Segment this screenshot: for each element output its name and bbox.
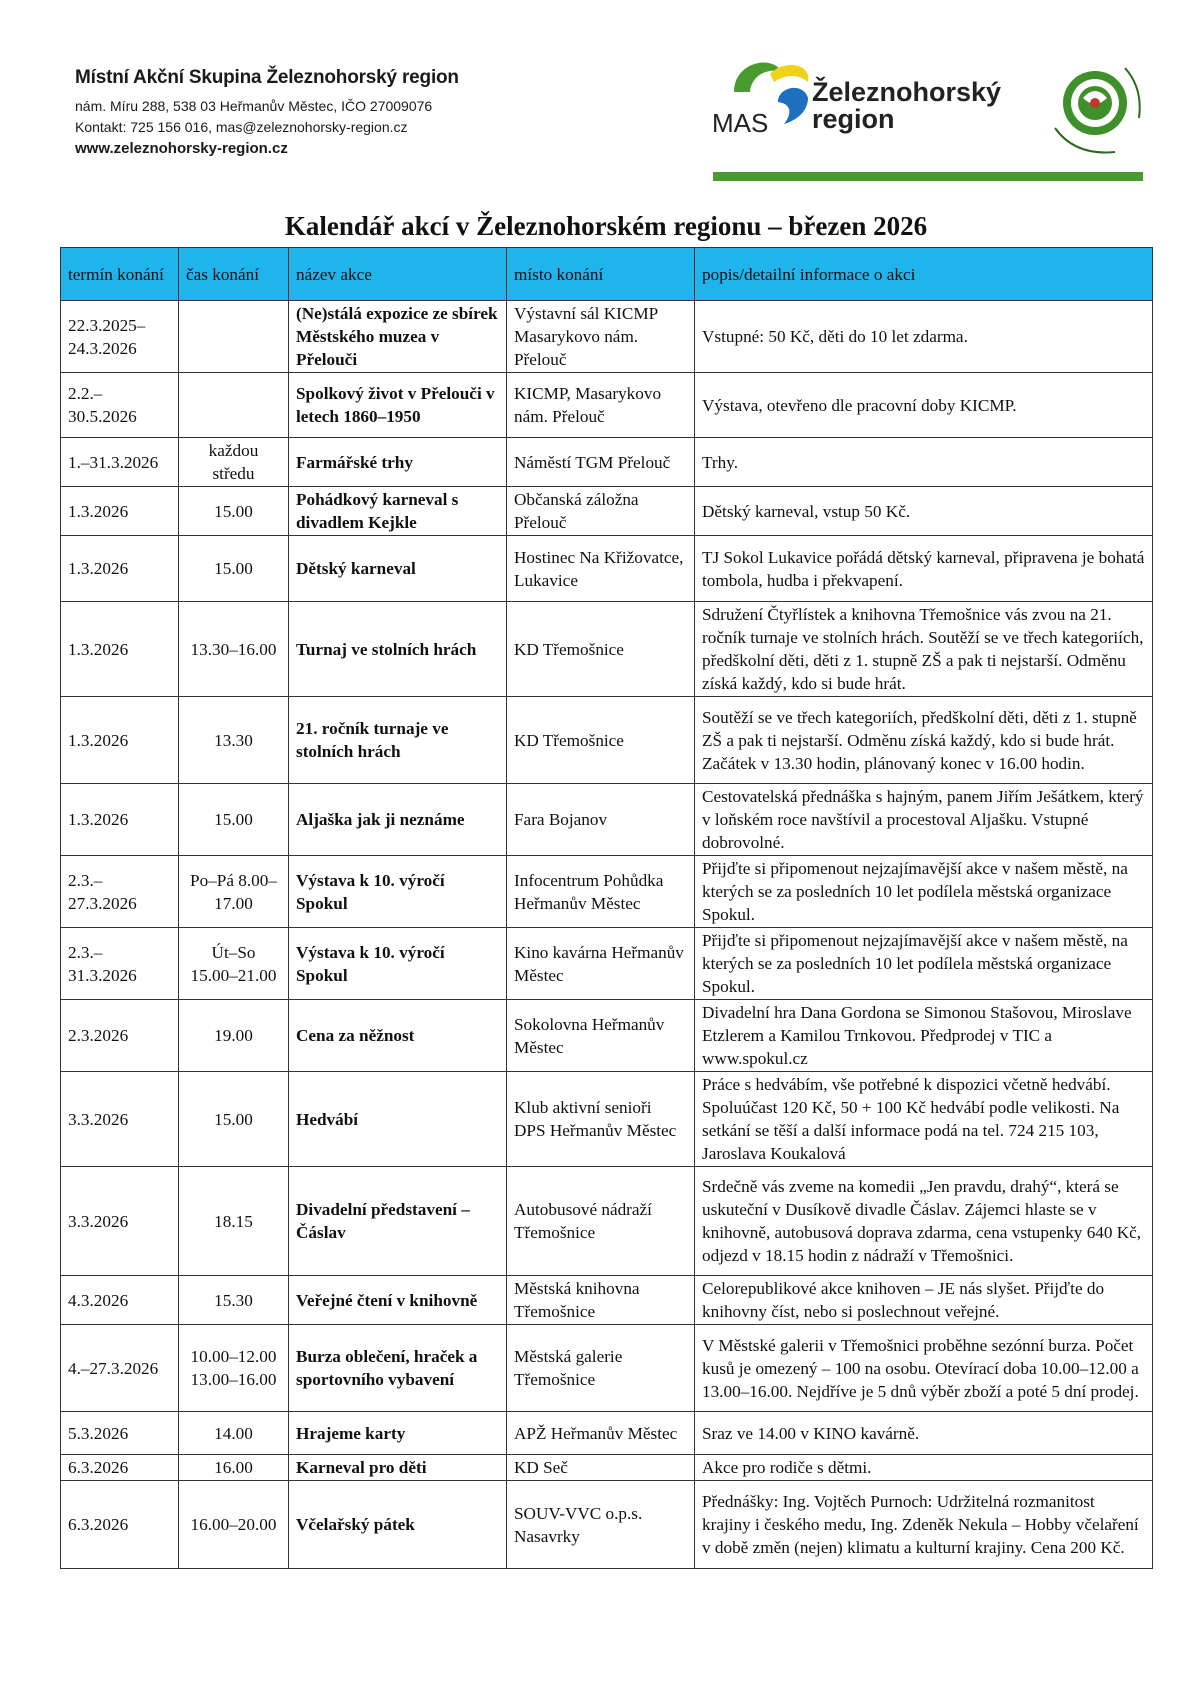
- column-header-description: popis/detailní informace o akci: [695, 248, 1153, 301]
- event-description: Srdečně vás zveme na komedii „Jen pravdu, drahý“, která se uskuteční v Dusíkově divadle Čáslav. Zájemci hlaste se v knihovně, autobusová doprava zdarma, cena vstupenky 640 Kč, odjezd v 18.15 hodin z nádraží v Třemošnici.: [695, 1167, 1153, 1276]
- event-date: 1.3.2026: [61, 784, 179, 856]
- event-date: 1.–31.3.2026: [61, 438, 179, 487]
- table-body: [61, 301, 1153, 1569]
- table-row: [61, 1276, 1153, 1325]
- event-place: KD Seč: [507, 1455, 695, 1481]
- event-name: Farmářské trhy: [289, 438, 507, 487]
- event-date: 1.3.2026: [61, 602, 179, 697]
- event-name: Dětský karneval: [289, 536, 507, 602]
- event-place: Městská knihovna Třemošnice: [507, 1276, 695, 1325]
- event-date: 3.3.2026: [61, 1072, 179, 1167]
- table-row: [61, 438, 1153, 487]
- event-place: Městská galerie Třemošnice: [507, 1325, 695, 1412]
- table-row: [61, 487, 1153, 536]
- event-name: Aljaška jak ji neznáme: [289, 784, 507, 856]
- event-date: 1.3.2026: [61, 697, 179, 784]
- event-description: Akce pro rodiče s dětmi.: [695, 1455, 1153, 1481]
- event-time: 15.00: [179, 536, 289, 602]
- event-time: 18.15: [179, 1167, 289, 1276]
- event-time: 13.30–16.00: [179, 602, 289, 697]
- event-date: 5.3.2026: [61, 1412, 179, 1455]
- table-header-row: [61, 248, 1153, 301]
- table-row: [61, 1167, 1153, 1276]
- logo-region-word1: Železnohorský: [812, 77, 1002, 107]
- table-row: [61, 373, 1153, 438]
- table-row: [61, 1481, 1153, 1569]
- event-name: Pohádkový karneval s divadlem Kejkle: [289, 487, 507, 536]
- table-row: [61, 1412, 1153, 1455]
- zelezne-hory-seal-logo: [1035, 48, 1155, 163]
- org-address: nám. Míru 288, 538 03 Heřmanův Městec, IČO 27009076: [75, 98, 433, 114]
- event-name: 21. ročník turnaje ve stolních hrách: [289, 697, 507, 784]
- table-row: [61, 784, 1153, 856]
- event-description: Soutěží se ve třech kategoriích, předškolní děti, děti z 1. stupně ZŠ a pak ti nejstarší. Odměnu získá každý, kdo si bude hrát. Začátek v 13.30 hodin, plánovaný konec v 16.00 hodin.: [695, 697, 1153, 784]
- event-name: Veřejné čtení v knihovně: [289, 1276, 507, 1325]
- event-place: Občanská záložna Přelouč: [507, 487, 695, 536]
- event-description: Cestovatelská přednáška s hajným, panem Jiřím Ješátkem, který v loňském roce navštívil a procestoval Aljašku. Vstupné dobrovolné.: [695, 784, 1153, 856]
- table-row: [61, 928, 1153, 1000]
- event-time: 16.00–20.00: [179, 1481, 289, 1569]
- table-row: [61, 1455, 1153, 1481]
- event-place: Kino kavárna Heřmanův Městec: [507, 928, 695, 1000]
- event-name: Karneval pro děti: [289, 1455, 507, 1481]
- event-place: KD Třemošnice: [507, 697, 695, 784]
- event-place: Sokolovna Heřmanův Městec: [507, 1000, 695, 1072]
- org-contact: Kontakt: 725 156 016, mas@zeleznohorsky-region.cz: [75, 119, 408, 135]
- event-name: Hedvábí: [289, 1072, 507, 1167]
- event-time: [179, 301, 289, 373]
- column-header-name: název akce: [289, 248, 507, 301]
- event-date: 2.3.–27.3.2026: [61, 856, 179, 928]
- event-name: Včelařský pátek: [289, 1481, 507, 1569]
- table-row: [61, 301, 1153, 373]
- event-date: 4.–27.3.2026: [61, 1325, 179, 1412]
- event-time: 13.30: [179, 697, 289, 784]
- table-row: [61, 536, 1153, 602]
- event-time: 14.00: [179, 1412, 289, 1455]
- event-date: 3.3.2026: [61, 1167, 179, 1276]
- event-description: Trhy.: [695, 438, 1153, 487]
- event-name: (Ne)stálá expozice ze sbírek Městského muzea v Přelouči: [289, 301, 507, 373]
- event-description: Přijďte si připomenout nejzajímavější akce v našem městě, na kterých se za posledních 10 let podílela městská organizace Spokul.: [695, 856, 1153, 928]
- event-name: Výstava k 10. výročí Spokul: [289, 856, 507, 928]
- event-date: 22.3.2025–24.3.2026: [61, 301, 179, 373]
- event-name: Hrajeme karty: [289, 1412, 507, 1455]
- event-time: Út–So 15.00–21.00: [179, 928, 289, 1000]
- event-name: Spolkový život v Přelouči v letech 1860–1950: [289, 373, 507, 438]
- event-description: Práce s hedvábím, vše potřebné k dispozici včetně hedvábí. Spoluúčast 120 Kč, 50 + 100 Kč hedvábí podle velikosti. Na setkání se těší a další informace podá na tel. 724 215 103, Jaroslava Koukalová: [695, 1072, 1153, 1167]
- event-time: 10.00–12.00 13.00–16.00: [179, 1325, 289, 1412]
- event-date: 6.3.2026: [61, 1481, 179, 1569]
- event-time: 15.00: [179, 784, 289, 856]
- page-title: Kalendář akcí v Železnohorském regionu – březen 2026: [284, 211, 928, 241]
- event-place: Výstavní sál KICMP Masarykovo nám. Přelouč: [507, 301, 695, 373]
- event-name: Cena za něžnost: [289, 1000, 507, 1072]
- event-time: 19.00: [179, 1000, 289, 1072]
- event-name: Turnaj ve stolních hrách: [289, 602, 507, 697]
- event-time: 16.00: [179, 1455, 289, 1481]
- event-place: Infocentrum Pohůdka Heřmanův Městec: [507, 856, 695, 928]
- event-place: APŽ Heřmanův Městec: [507, 1412, 695, 1455]
- event-place: Hostinec Na Křižovatce, Lukavice: [507, 536, 695, 602]
- event-date: 6.3.2026: [61, 1455, 179, 1481]
- event-time: 15.00: [179, 487, 289, 536]
- event-description: Divadelní hra Dana Gordona se Simonou Stašovou, Miroslave Etzlerem a Kamilou Trnkovou. Předprodej v TIC a www.spokul.cz: [695, 1000, 1153, 1072]
- column-header-time: čas konání: [179, 248, 289, 301]
- event-place: SOUV-VVC o.p.s. Nasavrky: [507, 1481, 695, 1569]
- event-time: 15.30: [179, 1276, 289, 1325]
- event-description: Přijďte si připomenout nejzajímavější akce v našem městě, na kterých se za posledních 10 let podílela městská organizace Spokul.: [695, 928, 1153, 1000]
- event-description: Přednášky: Ing. Vojtěch Purnoch: Udržitelná rozmanitost krajiny i českého medu, Ing. Zdeněk Nekula – Hobby včelaření v době změn (nejen) klimatu a kulturní krajiny. Cena 200 Kč.: [695, 1481, 1153, 1569]
- table-row: [61, 1072, 1153, 1167]
- table-row: [61, 1325, 1153, 1412]
- events-calendar-table: [60, 247, 1153, 1569]
- event-time: [179, 373, 289, 438]
- header-green-bar: [713, 172, 1143, 181]
- event-name: Divadelní představení – Čáslav: [289, 1167, 507, 1276]
- event-name: Výstava k 10. výročí Spokul: [289, 928, 507, 1000]
- event-name: Burza oblečení, hraček a sportovního vybavení: [289, 1325, 507, 1412]
- event-date: 2.3.2026: [61, 1000, 179, 1072]
- event-description: TJ Sokol Lukavice pořádá dětský karneval, připravena je bohatá tombola, hudba i překvapení.: [695, 536, 1153, 602]
- event-time: 15.00: [179, 1072, 289, 1167]
- event-description: Sraz ve 14.00 v KINO kavárně.: [695, 1412, 1153, 1455]
- event-place: KICMP, Masarykovo nám. Přelouč: [507, 373, 695, 438]
- column-header-place: místo konání: [507, 248, 695, 301]
- table-row: [61, 697, 1153, 784]
- event-place: Náměstí TGM Přelouč: [507, 438, 695, 487]
- event-description: Výstava, otevřeno dle pracovní doby KICMP.: [695, 373, 1153, 438]
- event-date: 2.3.–31.3.2026: [61, 928, 179, 1000]
- org-website-link[interactable]: www.zeleznohorsky-region.cz: [75, 140, 288, 157]
- logo-leaf-blue: [778, 88, 808, 124]
- mas-logo: [712, 52, 1012, 147]
- organization-header: [75, 67, 459, 160]
- event-description: Dětský karneval, vstup 50 Kč.: [695, 487, 1153, 536]
- event-description: Celorepublikové akce knihoven – JE nás slyšet. Přijďte do knihovny číst, nebo si poslechnout veřejné.: [695, 1276, 1153, 1325]
- event-date: 2.2.–30.5.2026: [61, 373, 179, 438]
- event-time: Po–Pá 8.00–17.00: [179, 856, 289, 928]
- logo-region-word2: region: [812, 104, 895, 134]
- table-row: [61, 602, 1153, 697]
- event-place: KD Třemošnice: [507, 602, 695, 697]
- event-date: 1.3.2026: [61, 536, 179, 602]
- event-date: 1.3.2026: [61, 487, 179, 536]
- table-row: [61, 1000, 1153, 1072]
- logo-mas-text: MAS: [712, 108, 769, 138]
- event-time: každou středu: [179, 438, 289, 487]
- org-name: Místní Akční Skupina Železnohorský region: [75, 67, 459, 88]
- table-row: [61, 856, 1153, 928]
- event-description: V Městské galerii v Třemošnici proběhne sezónní burza. Počet kusů je omezený – 100 na osobu. Otevírací doba 10.00–12.00 a 13.00–16.00. Nejdříve je 5 dnů výběr zboží a poté 5 dní prodej.: [695, 1325, 1153, 1412]
- event-date: 4.3.2026: [61, 1276, 179, 1325]
- event-place: Autobusové nádraží Třemošnice: [507, 1167, 695, 1276]
- event-description: Vstupné: 50 Kč, děti do 10 let zdarma.: [695, 301, 1153, 373]
- event-place: Klub aktivní senioři DPS Heřmanův Městec: [507, 1072, 695, 1167]
- event-description: Sdružení Čtyřlístek a knihovna Třemošnice vás zvou na 21. ročník turnaje ve stolních hrách. Soutěží se ve třech kategoriích, předškolní děti, děti z 1. stupně ZŠ a pak ti nejstarší. Odměnu získá každý, kdo si bude hrát.: [695, 602, 1153, 697]
- event-place: Fara Bojanov: [507, 784, 695, 856]
- column-header-date: termín konání: [61, 248, 179, 301]
